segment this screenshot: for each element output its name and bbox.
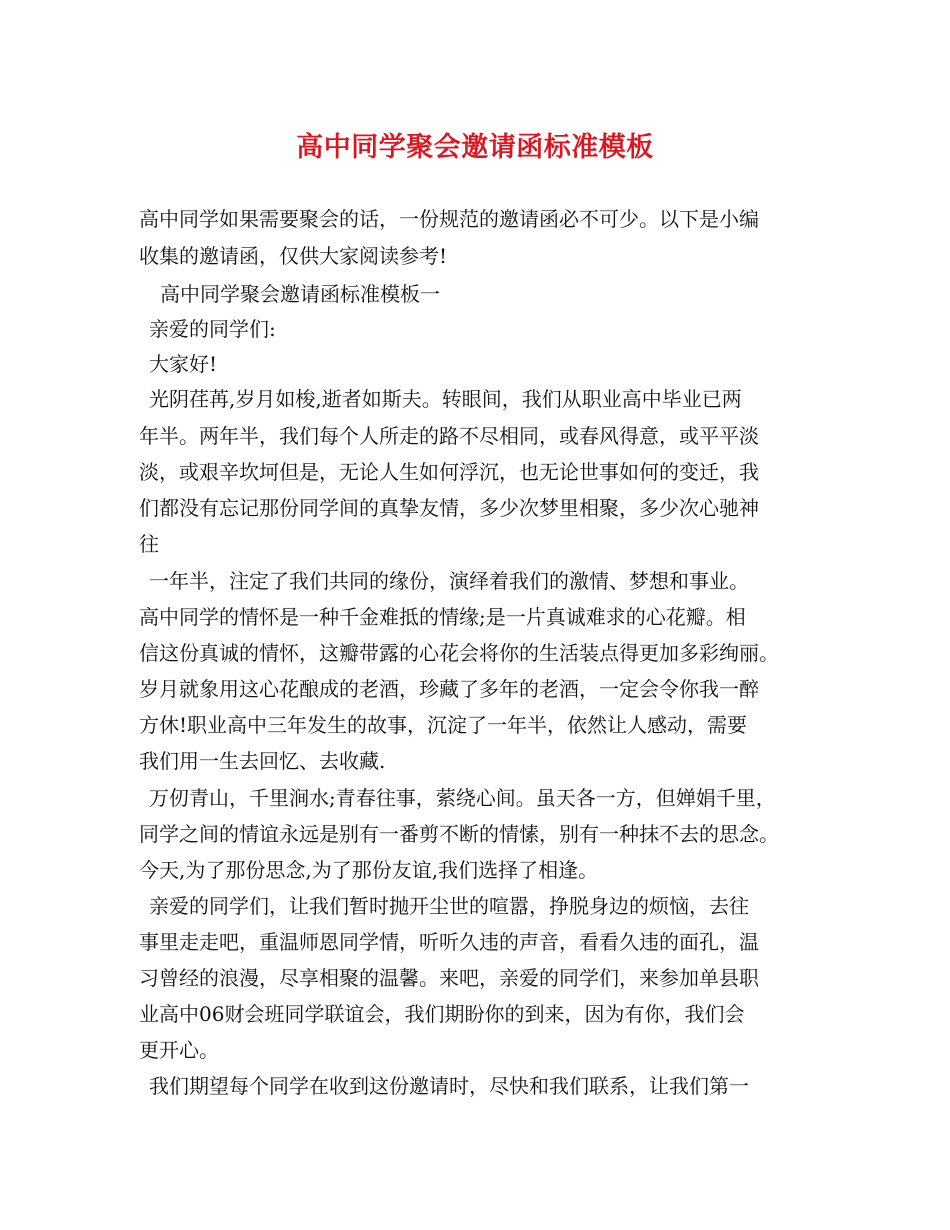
body-line: 习曾经的浪漫，尽享相聚的温馨。来吧，亲爱的同学们，来参加单县职 xyxy=(139,966,759,990)
salutation: 亲爱的同学们: xyxy=(149,317,276,341)
body-line: 我们期望每个同学在收到这份邀请时，尽快和我们联系，让我们第一 xyxy=(149,1074,749,1098)
body-line: 今天,为了那份思念,为了那份友谊,我们选择了相逢。 xyxy=(139,858,599,882)
document-title: 高中同学聚会邀请函标准模板 xyxy=(296,132,654,163)
body-line: 收集的邀请函，仅供大家阅读参考! xyxy=(139,244,448,268)
body-line: 亲爱的同学们，让我们暂时抛开尘世的喧嚣，挣脱身边的烦恼，去往 xyxy=(149,894,749,918)
body-line: 万仞青山，千里涧水;青春往事，萦绕心间。虽天各一方，但婵娟千里， xyxy=(149,786,776,810)
body-line: 方休!职业高中三年发生的故事，沉淀了一年半，依然让人感动，需要 xyxy=(139,713,748,737)
body-line: 事里走走吧，重温师恩同学情，听听久违的声音，看看久违的面孔，温 xyxy=(139,930,759,954)
greeting: 大家好! xyxy=(149,352,218,376)
body-line: 我们用一生去回忆、去收藏. xyxy=(139,749,386,773)
body-line: 一年半，注定了我们共同的缘份，演绎着我们的激情、梦想和事业。 xyxy=(149,569,749,593)
body-line: 高中同学的情怀是一种千金难抵的情缘;是一片真诚难求的心花瓣。相 xyxy=(139,605,746,629)
section-heading: 高中同学聚会邀请函标准模板一 xyxy=(160,282,440,306)
body-line: 往 xyxy=(139,532,159,556)
body-line: 们都没有忘记那份同学间的真挚友情，多少次梦里相聚，多少次心驰神 xyxy=(139,496,759,520)
body-line: 高中同学如果需要聚会的话，一份规范的邀请函必不可少。以下是小编 xyxy=(139,207,759,231)
body-line: 同学之间的情谊永远是别有一番剪不断的情愫，别有一种抹不去的思念。 xyxy=(139,822,779,846)
body-line: 岁月就象用这心花酿成的老酒，珍藏了多年的老酒，一定会令你我一醉 xyxy=(139,677,759,701)
body-line: 更开心。 xyxy=(139,1038,219,1062)
body-line: 信这份真诚的情怀，这瓣带露的心花会将你的生活装点得更加多彩绚丽。 xyxy=(139,641,779,665)
body-line: 年半。两年半，我们每个人所走的路不尽相同，或春风得意，或平平淡 xyxy=(139,424,759,448)
body-line: 光阴荏苒,岁月如梭,逝者如斯夫。转眼间，我们从职业高中毕业已两 xyxy=(149,387,742,411)
body-line: 业高中06财会班同学联谊会，我们期盼你的到来，因为有你，我们会 xyxy=(139,1002,745,1026)
body-line: 淡，或艰辛坎坷但是，无论人生如何浮沉，也无论世事如何的变迁，我 xyxy=(139,460,759,484)
